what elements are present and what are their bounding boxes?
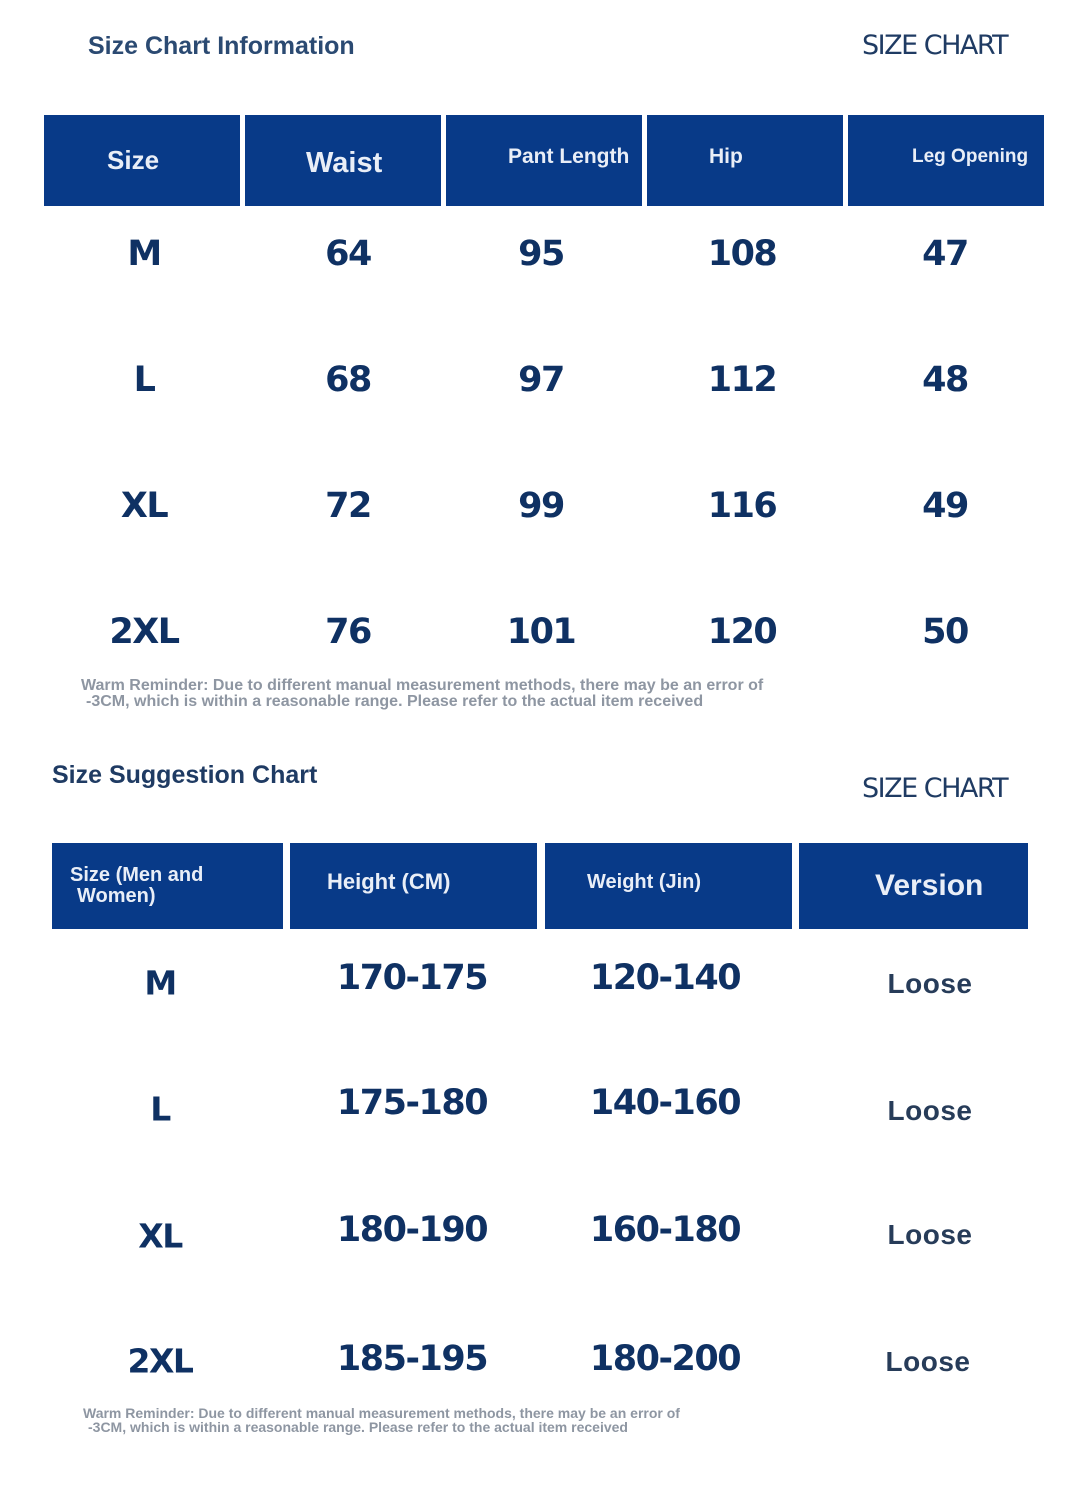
header-height-label: Height (CM): [327, 869, 451, 894]
size-chart-cell: 2XL: [109, 612, 179, 652]
header-size-men-women-line2: Women): [77, 885, 156, 907]
suggestion-cell: 140-160: [589, 1083, 741, 1123]
size-chart-cell: 112: [707, 360, 777, 400]
size-chart-cell: 49: [922, 486, 968, 526]
suggestion-cell: 175-180: [336, 1083, 488, 1123]
header-waist: [245, 115, 441, 206]
warm-reminder-line1: Warm Reminder: Due to different manual measurement methods, there may be an error of: [81, 677, 764, 694]
suggestion-version-cell: Loose: [887, 1219, 973, 1250]
header-weight: [545, 843, 792, 929]
size-chart-cell: 76: [325, 612, 371, 652]
suggestion-cell: 160-180: [589, 1210, 741, 1250]
size-chart-cell: 101: [506, 612, 576, 652]
size-chart-cell: 97: [518, 360, 564, 400]
header-hip-label: Hip: [709, 144, 743, 168]
header-pant-length-label: Pant Length: [508, 144, 630, 168]
suggestion-version-cell: Loose: [887, 968, 973, 999]
header-version: [799, 843, 1028, 929]
header-size-men-women-line1: Size (Men and: [70, 864, 204, 886]
suggestion-cell: 180-190: [336, 1210, 488, 1250]
suggestion-cell: 170-175: [336, 958, 488, 998]
header-version-label: Version: [875, 869, 984, 902]
header-hip: [647, 115, 843, 206]
suggestion-cell: 2XL: [127, 1341, 193, 1381]
size-chart-cell: L: [133, 360, 155, 400]
warm-reminder-2-line2: -3CM, which is within a reasonable range. Please refer to the actual item received: [88, 1419, 628, 1435]
size-chart-cell: 95: [518, 234, 564, 274]
size-chart-cell: 64: [325, 234, 371, 274]
size-chart-cell: 120: [707, 612, 777, 652]
header-waist-label: Waist: [306, 147, 383, 179]
header-height: [290, 843, 537, 929]
suggestion-version-cell: Loose: [885, 1346, 971, 1377]
size-suggestion-chart-title: Size Suggestion Chart: [52, 761, 318, 789]
header-weight-label: Weight (Jin): [587, 870, 702, 893]
suggestion-cell: XL: [138, 1216, 182, 1256]
suggestion-cell: 180-200: [589, 1339, 741, 1379]
size-suggestion-brand-label: SIZE CHART: [862, 773, 1008, 804]
size-chart-brand-label: SIZE CHART: [862, 30, 1008, 61]
suggestion-cell: 120-140: [589, 958, 741, 998]
warm-reminder-line2: -3CM, which is within a reasonable range. Please refer to the actual item received: [86, 693, 704, 710]
warm-reminder-note-2: [83, 1406, 680, 1434]
header-size-men-women: [52, 843, 283, 929]
suggestion-cell: L: [150, 1089, 170, 1129]
header-leg-opening: [848, 115, 1044, 206]
suggestion-version-cell: Loose: [887, 1095, 973, 1126]
size-chart-cell: 116: [707, 486, 777, 526]
size-chart-information-title: Size Chart Information: [88, 32, 355, 60]
size-chart-cell: 68: [325, 360, 371, 400]
warm-reminder-note: [81, 678, 763, 710]
header-leg-opening-label: Leg Opening: [912, 145, 1029, 167]
suggestion-cell: M: [144, 963, 176, 1003]
warm-reminder-2-line1: Warm Reminder: Due to different manual measurement methods, there may be an error of: [83, 1405, 680, 1421]
header-size: [44, 115, 240, 206]
size-chart-cell: 99: [518, 486, 564, 526]
size-chart-cell: M: [127, 234, 161, 274]
size-chart-cell: 72: [325, 486, 371, 526]
header-pant-length: [446, 115, 642, 206]
size-chart-cell: 48: [922, 360, 968, 400]
size-chart-cell: 47: [922, 234, 968, 274]
size-chart-cell: 50: [922, 612, 968, 652]
size-chart-cell: XL: [120, 486, 168, 526]
header-size-label: Size: [107, 145, 160, 175]
size-chart-cell: 108: [707, 234, 777, 274]
suggestion-cell: 185-195: [336, 1339, 488, 1379]
